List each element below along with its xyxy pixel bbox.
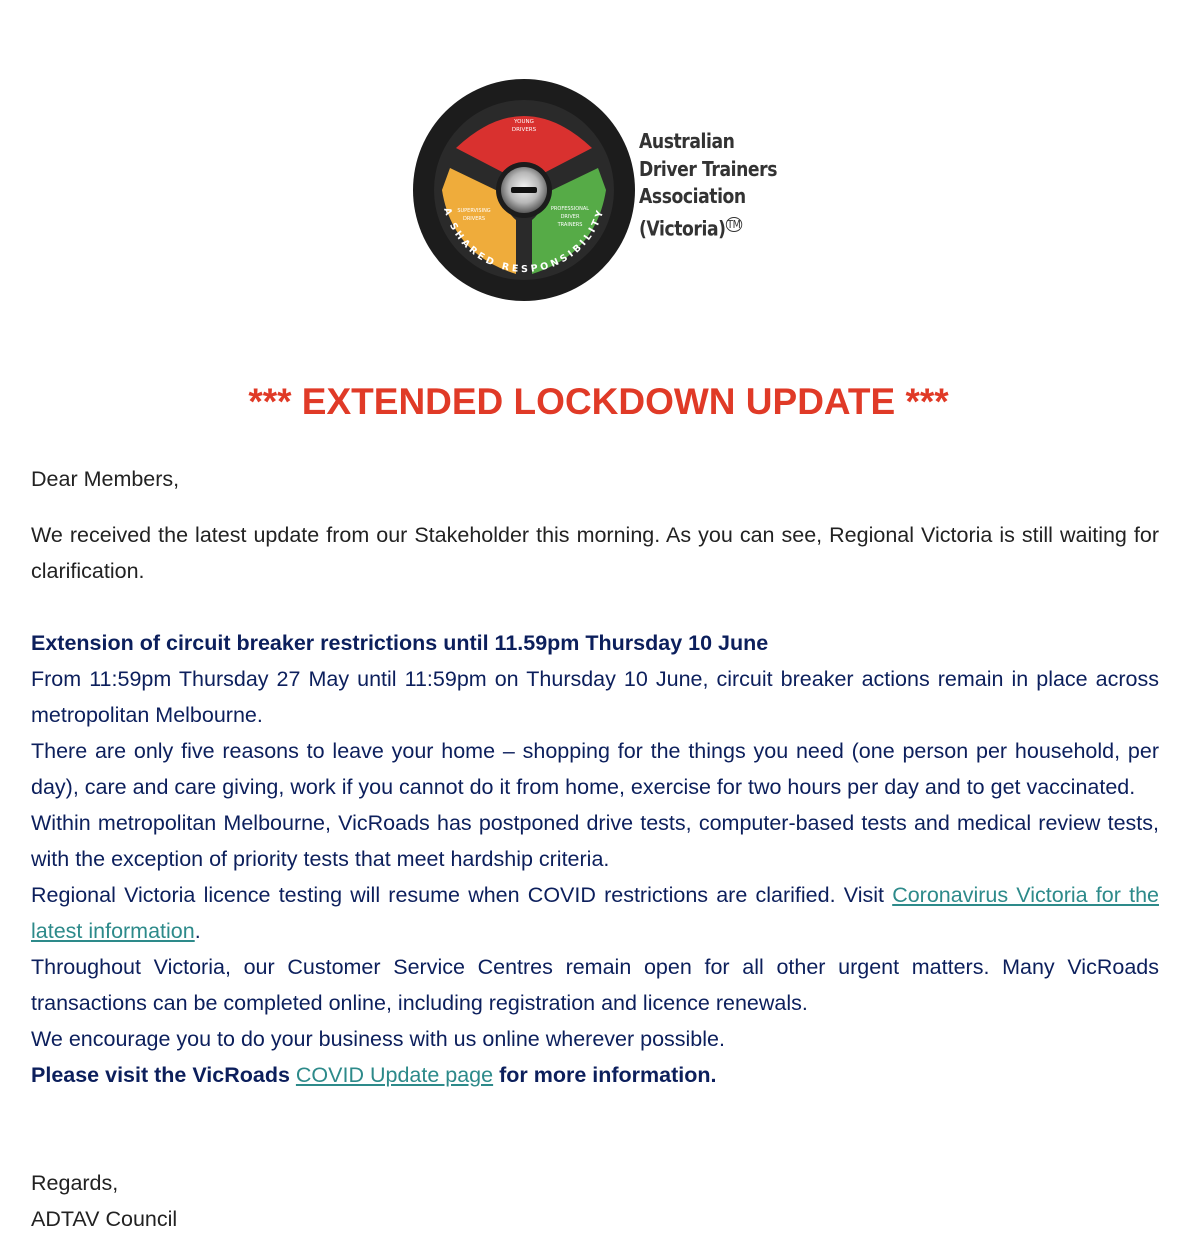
association-name	[639, 128, 777, 243]
association-name-line-4: (Victoria) ™	[639, 216, 741, 241]
wheel-ring-text: A SHARED RESPONSIBILITY	[441, 206, 607, 276]
intro-paragraph: We received the latest update from our Stakeholder this morning. As you can see, Regional Victoria is still waiting for clarification.	[31, 523, 1159, 583]
update-block	[31, 625, 1159, 1093]
update-paragraph-2: There are only five reasons to leave your home – shopping for the things you need (one person per household, per day), care and care giving, work if you cannot do it from home, exercise for two hours per day and to get vaccinated.	[31, 739, 1159, 799]
update-paragraph-7-end: for more information.	[493, 1063, 717, 1087]
wheel-label-right-1: PROFESSIONAL	[550, 206, 590, 212]
signoff	[31, 1165, 1159, 1237]
headline: *** EXTENDED LOCKDOWN UPDATE ***	[248, 381, 949, 422]
update-heading: Extension of circuit breaker restrictions until 11.59pm Thursday 10 June	[31, 631, 769, 655]
regards: Regards,	[31, 1171, 119, 1195]
update-paragraph-3: Within metropolitan Melbourne, VicRoads has postponed drive tests, computer-based tests and medical review tests, with the exception of priority tests that meet hardship criteria.	[31, 811, 1159, 871]
update-paragraph-5: Throughout Victoria, our Customer Service Centres remain open for all other urgent matters. Many VicRoads transactions can be completed online, including registration and licence renewals.	[31, 955, 1159, 1015]
association-name-line-2: Driver Trainers	[639, 156, 778, 181]
update-paragraph-4-text: Regional Victoria licence testing will resume when COVID restrictions are clarified. Visit	[31, 883, 893, 907]
update-paragraph-7-text: Please visit the VicRoads	[31, 1063, 296, 1087]
covid-update-page-link[interactable]: COVID Update page	[295, 1063, 494, 1087]
update-paragraph-4	[31, 877, 1159, 949]
update-paragraph-4-end: .	[194, 919, 201, 943]
wheel-label-right-2: DRIVER	[560, 214, 580, 220]
association-name-line-3: Association	[639, 184, 746, 208]
association-name-line-1: Australian	[639, 129, 735, 153]
wheel-label-right-3: TRAINERS	[557, 222, 583, 228]
wheel-label-left-2: DRIVERS	[462, 216, 486, 222]
greeting: Dear Members,	[31, 467, 180, 491]
update-paragraph-6: We encourage you to do your business with us online wherever possible.	[31, 1027, 725, 1051]
signature: ADTAV Council	[31, 1207, 178, 1231]
wheel-label-top-2: DRIVERS	[511, 127, 537, 133]
wheel-label-left-1: SUPERVISING	[457, 208, 491, 214]
wheel-label-top-1: YOUNG	[514, 119, 534, 125]
trademark-mark: TM	[727, 217, 741, 231]
steering-wheel-icon	[412, 78, 636, 302]
update-paragraph-1: From 11:59pm Thursday 27 May until 11:59pm on Thursday 10 June, circuit breaker actions remain in place across metropolitan Melbourne.	[31, 667, 1159, 727]
update-paragraph-7	[31, 1057, 1159, 1093]
coronavirus-victoria-link[interactable]: Coronavirus Victoria for the latest information	[31, 883, 1159, 943]
association-logo	[412, 78, 782, 298]
